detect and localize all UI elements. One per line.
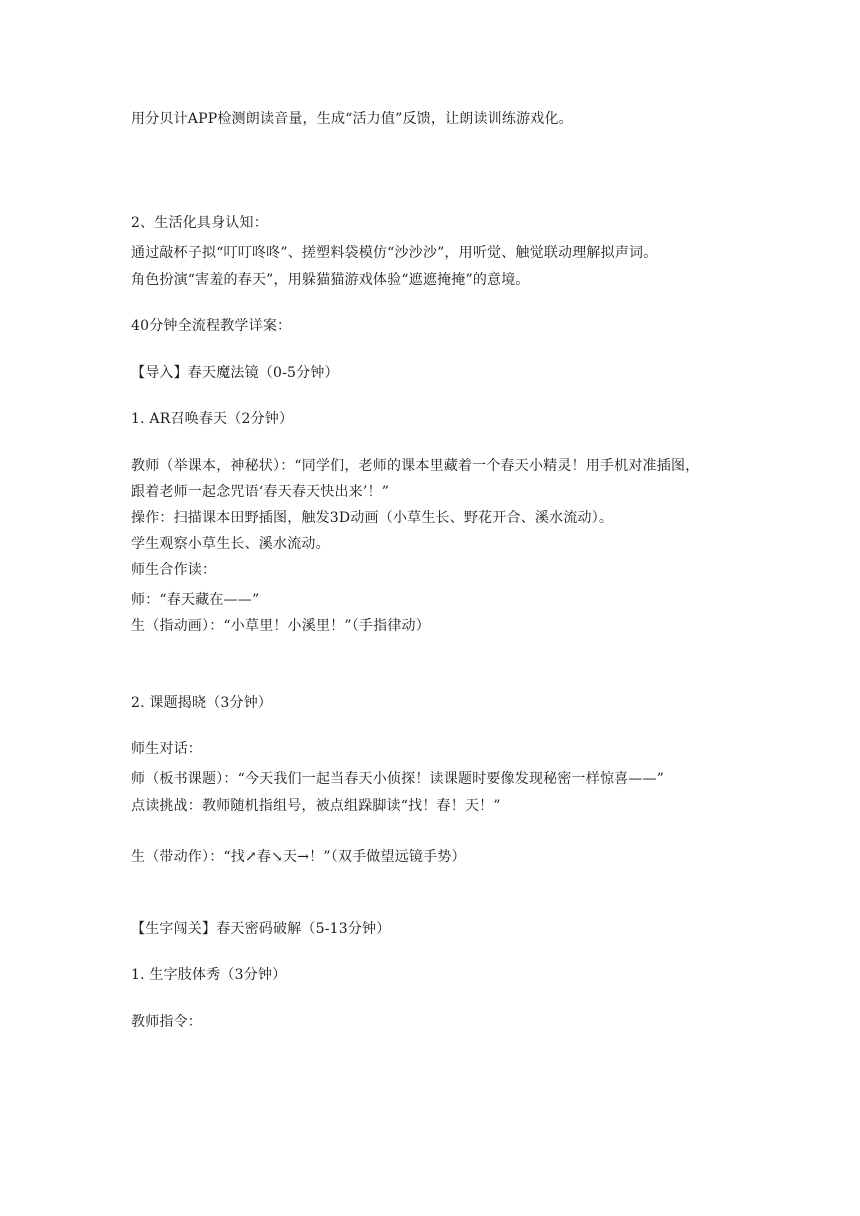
dialogue-line: 生（指动画）：“小草里！小溪里！”（手指律动） bbox=[131, 618, 430, 634]
paragraph-line: 点读挑战：教师随机指组号，被点组跺脚读“找！春！天！” bbox=[131, 798, 501, 814]
paragraph-line: 师生合作读： bbox=[131, 562, 217, 578]
paragraph-line: 角色扮演“害羞的春天”，用躲猫猫游戏体验“遮遮掩掩”的意境。 bbox=[131, 272, 530, 288]
paragraph-line: 通过敲杯子拟“叮叮咚咚”、搓塑料袋模仿“沙沙沙”，用听觉、触觉联动理解拟声词。 bbox=[131, 245, 658, 261]
section-heading: 2、生活化具身认知： bbox=[131, 215, 268, 231]
paragraph-line: 操作：扫描课本田野插图，触发3D动画（小草生长、野花开合、溪水流动）。 bbox=[131, 510, 614, 526]
paragraph-line: 师生对话： bbox=[131, 741, 202, 757]
paragraph-line: 教师（举课本，神秘状）：“同学们，老师的课本里藏着一个春天小精灵！用手机对准插图， bbox=[131, 458, 700, 474]
section-heading: 【导入】春天魔法镜（0-5分钟） bbox=[131, 365, 339, 381]
section-heading: 【生字闯关】春天密码破解（5-13分钟） bbox=[131, 921, 391, 937]
paragraph-line: 跟着老师一起念咒语‘春天春天快出来’！” bbox=[131, 484, 390, 500]
subsection-heading: 1. AR召唤春天（2分钟） bbox=[131, 411, 294, 427]
subsection-heading: 2. 课题揭晓（3分钟） bbox=[131, 695, 273, 711]
paragraph-line: 用分贝计APP检测朗读音量，生成“活力值”反馈，让朗读训练游戏化。 bbox=[131, 111, 573, 127]
section-heading: 40分钟全流程教学详案： bbox=[131, 318, 292, 334]
paragraph-line: 学生观察小草生长、溪水流动。 bbox=[131, 536, 330, 552]
subsection-heading: 1. 生字肢体秀（3分钟） bbox=[131, 967, 287, 983]
paragraph-line: 教师指令： bbox=[131, 1014, 202, 1030]
dialogue-line: 师：“春天藏在——” bbox=[131, 592, 260, 608]
dialogue-line: 师（板书课题）：“今天我们一起当春天小侦探！读课题时要像发现秘密一样惊喜——” bbox=[131, 771, 665, 787]
dialogue-line: 生（带动作）：“找↗春↘天→！”（双手做望远镜手势） bbox=[131, 849, 466, 865]
